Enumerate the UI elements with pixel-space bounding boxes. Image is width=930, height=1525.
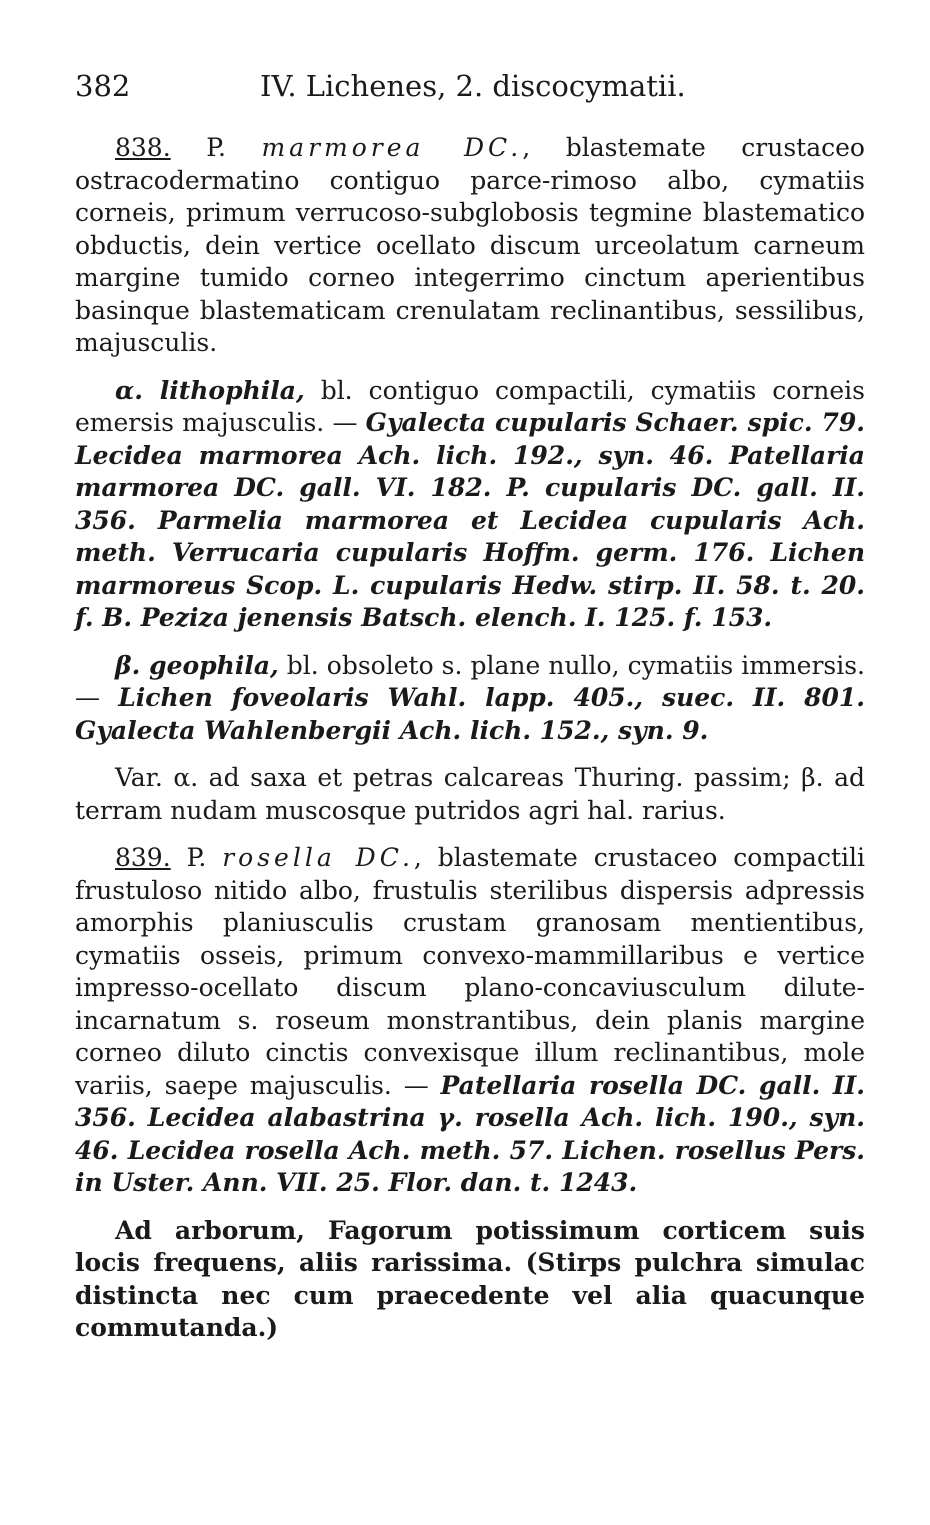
page-number: 382 bbox=[75, 69, 131, 103]
entry-838-genus: P. bbox=[206, 133, 226, 162]
habitat-838: Var. α. ad saxa et petras calcareas Thuring. passim; β. ad terram nudam muscosque putridos agri hal. rarius. bbox=[75, 763, 865, 825]
variety-alpha-text: bl. contiguo compactili, cymatiis corneis emersis majusculis. — bbox=[75, 375, 866, 437]
entry-839 bbox=[75, 842, 865, 1200]
entry-838 bbox=[75, 132, 865, 360]
entry-839-species: rosella DC. bbox=[222, 843, 414, 872]
entry-838-description: , blastemate crustaceo ostracodermatino contiguo parce-rimoso albo, cymatiis corneis, primum verrucoso-subglobosis tegmine blastematico obductis, dein vertice ocellato discum urceolatum carneum margine tumido corneo integerrimo cinctum aperientibus basinque blastematicam crenulatam reclinantibus, sessilibus, majusculis. bbox=[75, 133, 865, 357]
variety-beta-synonyms: Lichen foveolaris Wahl. lapp. 405., suec. II. 801. Gyalecta Wahlenbergii Ach. lich. 152., syn. 9. bbox=[75, 683, 866, 745]
entry-number-838: 838. bbox=[115, 133, 171, 162]
entry-839-synonyms: Patellaria rosella DC. gall. II. 356. Lecidea alabastrina γ. rosella Ach. lich. 190., syn. 46. Lecidea rosella Ach. meth. 57. Lichen. rosellus Pers. in Uster. Ann. VII. 25. Flor. dan. t. 1243. bbox=[75, 1070, 866, 1197]
entry-number-839: 839. bbox=[115, 843, 171, 872]
entry-839-description: , blastemate crustaceo compactili frustuloso nitido albo, frustulis sterilibus dispersis adpressis amorphis planiusculis crustam granosam mentientibus, cymatiis osseis, primum convexo-mammillaribus e vertice impresso-ocellato discum plano-concaviusculum dilute-incarnatum s. roseum monstrantibus, dein planis margine corneo diluto cinctis convexisque illum reclinantibus, mole variis, saepe majusculis. — bbox=[75, 843, 865, 1100]
variety-beta-label: β. geophila, bbox=[115, 650, 279, 680]
entry-839-genus: P. bbox=[186, 843, 207, 872]
variety-beta bbox=[75, 650, 865, 748]
variety-beta-text: bl. obsoleto s. plane nullo, cymatiis immersis. — bbox=[75, 650, 866, 712]
running-title: IV. Lichenes, 2. discocymatii. bbox=[260, 69, 686, 103]
variety-alpha bbox=[75, 375, 865, 635]
entry-838-species: marmorea DC. bbox=[261, 133, 523, 162]
habitat-839: Ad arborum, Fagorum potissimum corticem suis locis frequens, aliis rarissima. (Stirps pulchra simulac distincta nec cum praecedente vel alia quacunque commutanda.) bbox=[75, 1215, 865, 1342]
variety-alpha-label: α. lithophila, bbox=[115, 375, 305, 405]
variety-alpha-synonyms: Gyalecta cupularis Schaer. spic. 79. Lecidea marmorea Ach. lich. 192., syn. 46. Patellaria marmorea DC. gall. VI. 182. P. cupularis DC. gall. II. 356. Parmelia marmorea et Lecidea cupularis Ach. meth. Verrucaria cupularis Hoffm. germ. 176. Lichen marmoreus Scop. L. cupularis Hedw. stirp. II. 58. t. 20. f. B. Peziza jenensis Batsch. elench. I. 125. f. 153. bbox=[75, 408, 865, 632]
body-text bbox=[75, 132, 865, 1360]
